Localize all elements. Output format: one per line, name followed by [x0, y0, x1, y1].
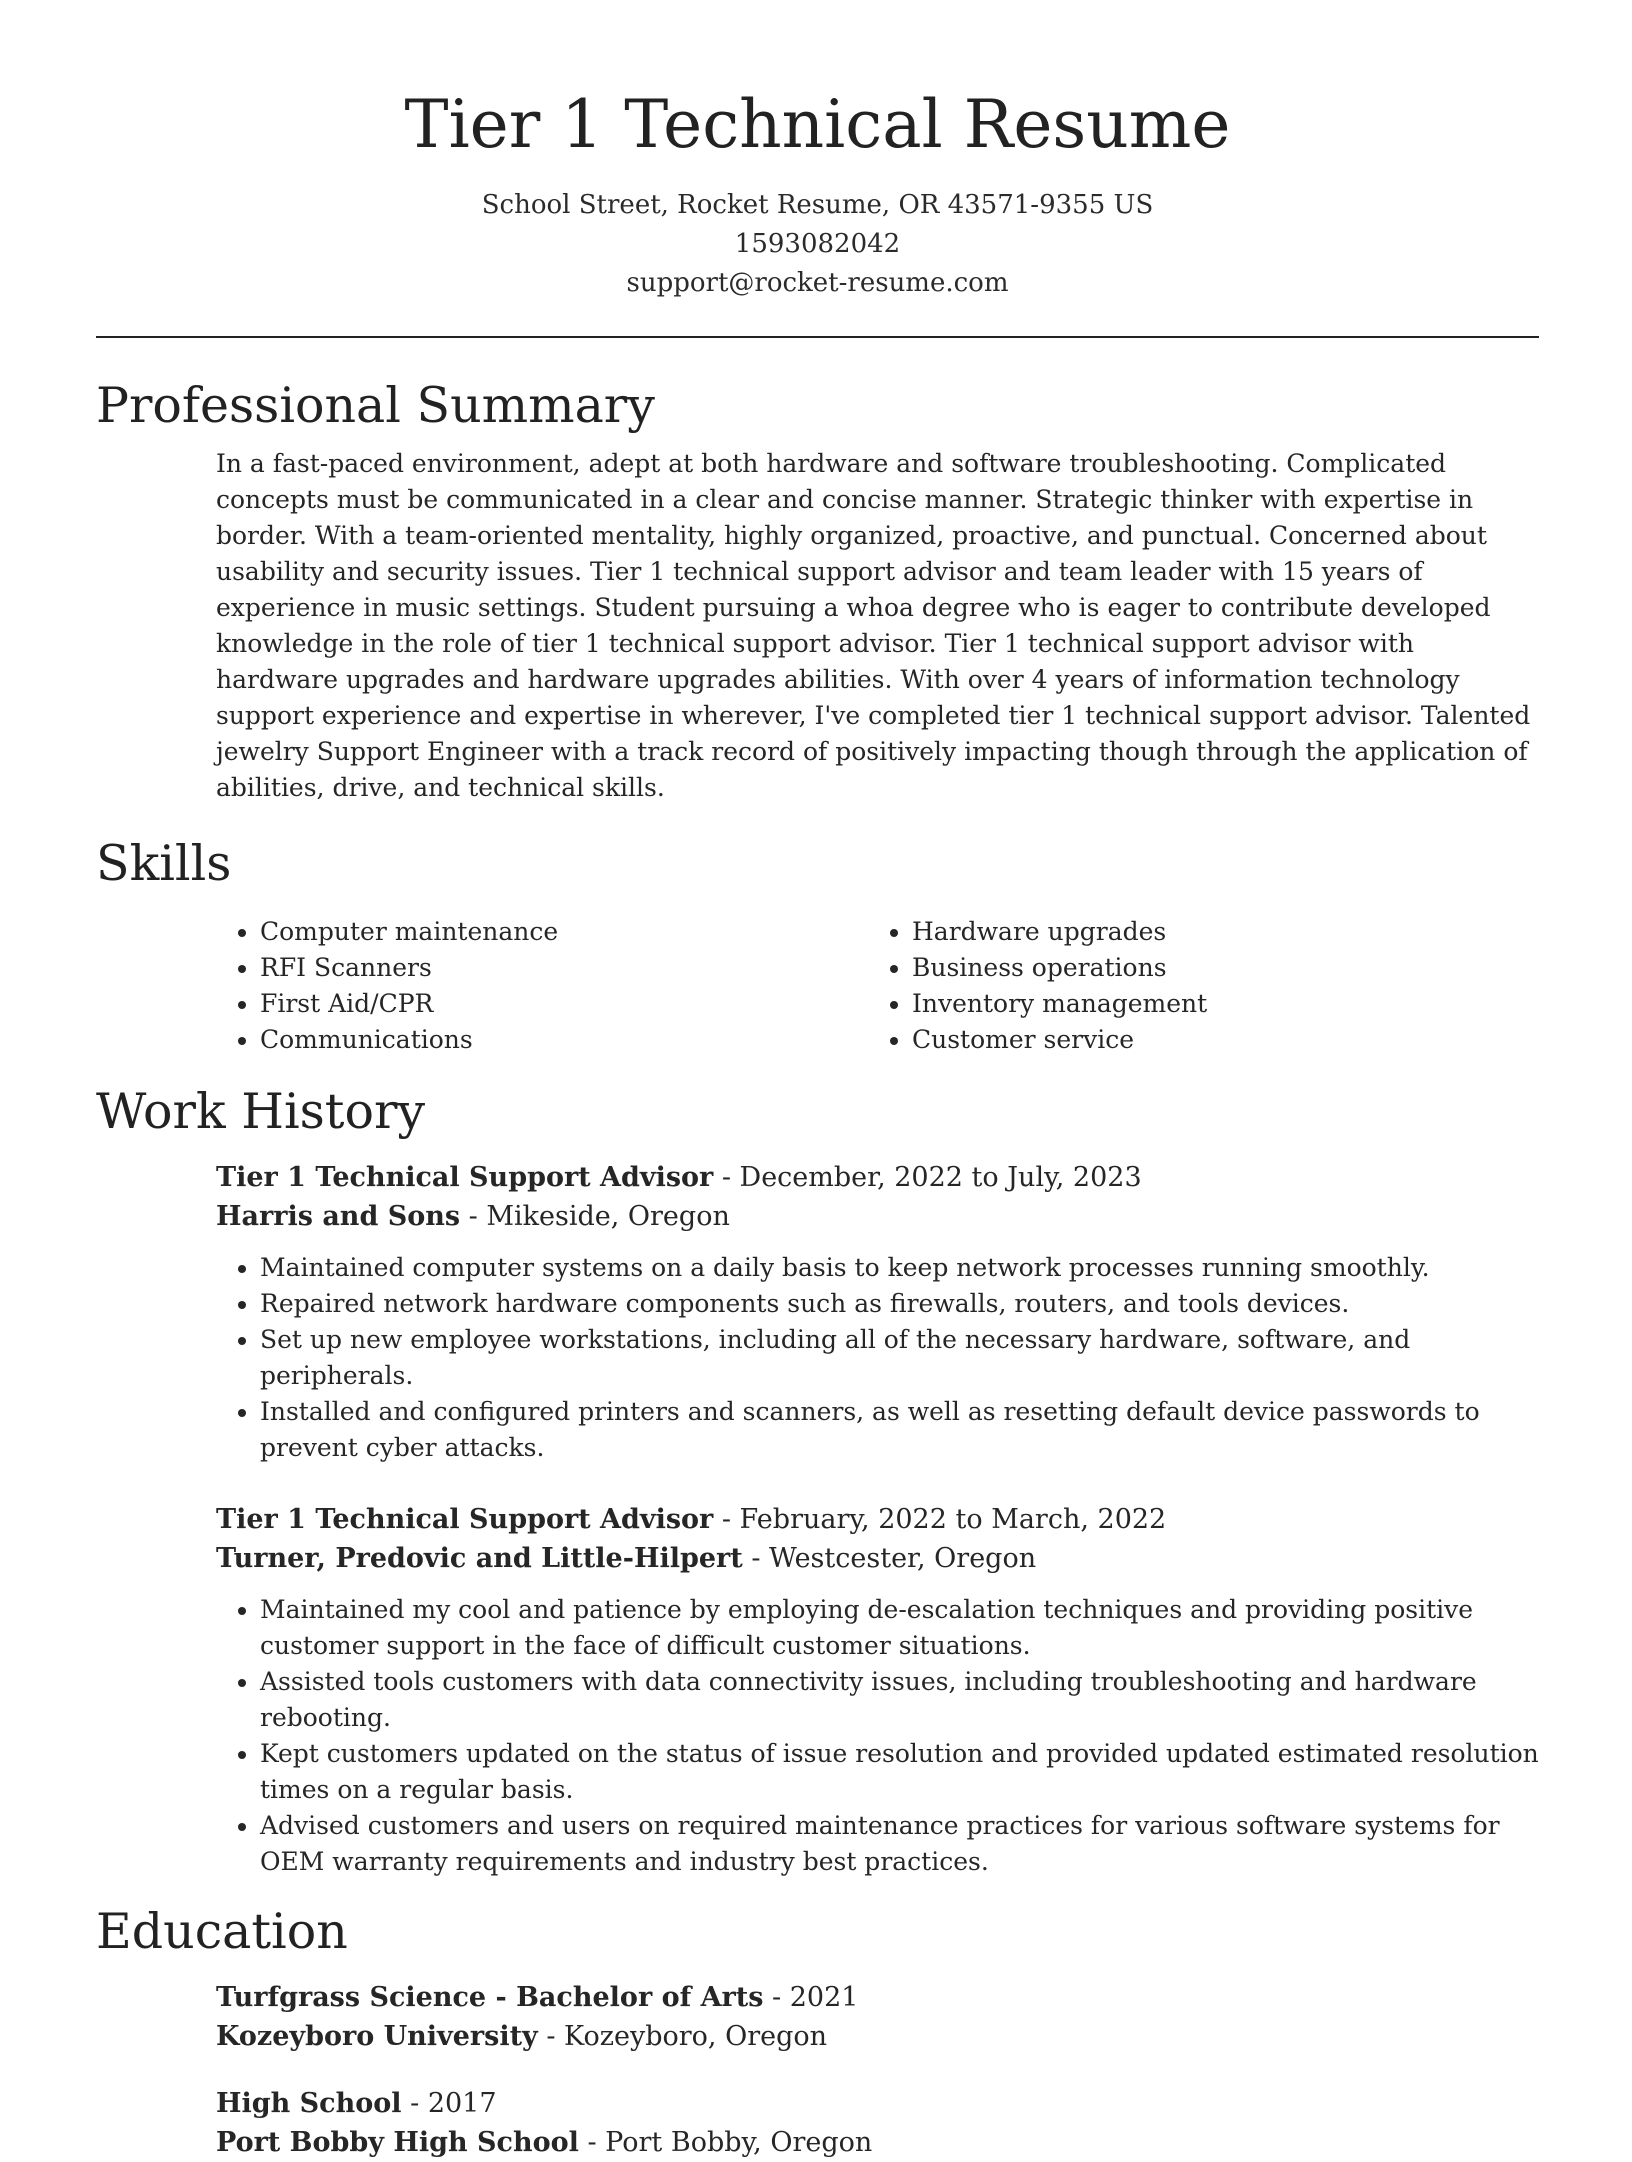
skills-column-right [868, 914, 1520, 1058]
job-dates: - December, 2022 to July, 2023 [713, 1162, 1142, 1193]
job-role: Tier 1 Technical Support Advisor [216, 1504, 714, 1535]
education-list [216, 1978, 1539, 2162]
job-title-line [216, 1158, 1539, 1197]
education-entry [216, 2084, 1539, 2162]
resume-title: Tier 1 Technical Resume [404, 86, 1231, 163]
education-entry [216, 1978, 1539, 2056]
skills-list [216, 914, 1539, 1058]
work-history-heading: Work History [96, 1083, 426, 1140]
job-role: Tier 1 Technical Support Advisor [216, 1162, 714, 1193]
education-year: - 2017 [401, 2088, 497, 2119]
job-bullet: • Maintained my cool and patience by employing de-escalation techniques and providing positive customer support in the face of difficult customer situations. [260, 1592, 1539, 1664]
education-year: - 2021 [763, 1982, 859, 2013]
job-location: - Westcester, Oregon [742, 1543, 1037, 1574]
education-school: Port Bobby High School [216, 2127, 579, 2158]
job-bullet: • Advised customers and users on required maintenance practices for various software systems for OEM warranty requirements and industry best practices. [260, 1808, 1539, 1880]
work-history-list [216, 1158, 1539, 1880]
job-entry [216, 1158, 1539, 1466]
summary-text: In a fast-paced environment, adept at both hardware and software troubleshooting. Complicated concepts must be communicated in a clear and concise manner. Strategic thinker with expertise in border. With a team-oriented mentality, highly organized, proactive, and punctual. Concerned about usability and security issues. Tier 1 technical support advisor and team leader with 15 years of experience in music settings. Student pursuing a whoa degree who is eager to contribute developed knowledge in the role of tier 1 technical support advisor. Tier 1 technical support advisor with hardware upgrades and hardware upgrades abilities. With over 4 years of information technology support experience and expertise in wherever, I've completed tier 1 technical support advisor. Talented jewelry Support Engineer with a track record of positively impacting though through the application of abilities, drive, and technical skills. [216, 449, 1531, 802]
job-company-line [216, 1197, 1539, 1236]
education-heading: Education [96, 1903, 348, 1960]
skills-column-left [216, 914, 868, 1058]
education-degree: Turfgrass Science - Bachelor of Arts [216, 1982, 764, 2013]
job-company: Turner, Predovic and Little-Hilpert [216, 1543, 743, 1574]
skill-item: • First Aid/CPR [260, 986, 868, 1022]
education-school-line [216, 2123, 1539, 2162]
contact-email: support@rocket-resume.com [626, 268, 1009, 298]
education-location: - Port Bobby, Oregon [578, 2127, 873, 2158]
education-school: Kozeyboro University [216, 2021, 538, 2052]
job-entry [216, 1500, 1539, 1880]
job-company: Harris and Sons [216, 1201, 461, 1232]
job-bullet: • Installed and configured printers and scanners, as well as resetting default device passwords to prevent cyber attacks. [260, 1394, 1539, 1466]
resume-page [96, 0, 1539, 2162]
education-location: - Kozeyboro, Oregon [537, 2021, 828, 2052]
job-bullet: • Assisted tools customers with data connectivity issues, including troubleshooting and hardware rebooting. [260, 1664, 1539, 1736]
skill-item: • Inventory management [912, 986, 1520, 1022]
skill-item: • Business operations [912, 950, 1520, 986]
education-degree: High School [216, 2088, 402, 2119]
job-dates: - February, 2022 to March, 2022 [713, 1504, 1167, 1535]
header-divider [96, 336, 1539, 338]
job-bullet: • Repaired network hardware components such as firewalls, routers, and tools devices. [260, 1286, 1539, 1322]
summary-heading: Professional Summary [96, 377, 655, 434]
skill-item: • Hardware upgrades [912, 914, 1520, 950]
contact-phone: 1593082042 [734, 229, 901, 259]
education-degree-line [216, 2084, 1539, 2123]
job-title-line [216, 1500, 1539, 1539]
skill-item: • Computer maintenance [260, 914, 868, 950]
job-location: - Mikeside, Oregon [460, 1201, 730, 1232]
education-degree-line [216, 1978, 1539, 2017]
resume-header [96, 0, 1539, 303]
contact-address: School Street, Rocket Resume, OR 43571-9355 US [481, 190, 1154, 220]
job-bullet: • Set up new employee workstations, including all of the necessary hardware, software, and peripherals. [260, 1322, 1539, 1394]
job-bullet: • Maintained computer systems on a daily basis to keep network processes running smoothly. [260, 1250, 1539, 1286]
skills-heading: Skills [96, 835, 232, 892]
skill-item: • RFI Scanners [260, 950, 868, 986]
skill-item: • Customer service [912, 1022, 1520, 1058]
job-company-line [216, 1539, 1539, 1578]
skill-item: • Communications [260, 1022, 868, 1058]
job-bullet: • Kept customers updated on the status of issue resolution and provided updated estimated resolution times on a regular basis. [260, 1736, 1539, 1808]
education-school-line [216, 2017, 1539, 2056]
job-bullets [216, 1592, 1539, 1880]
job-bullets [216, 1250, 1539, 1466]
